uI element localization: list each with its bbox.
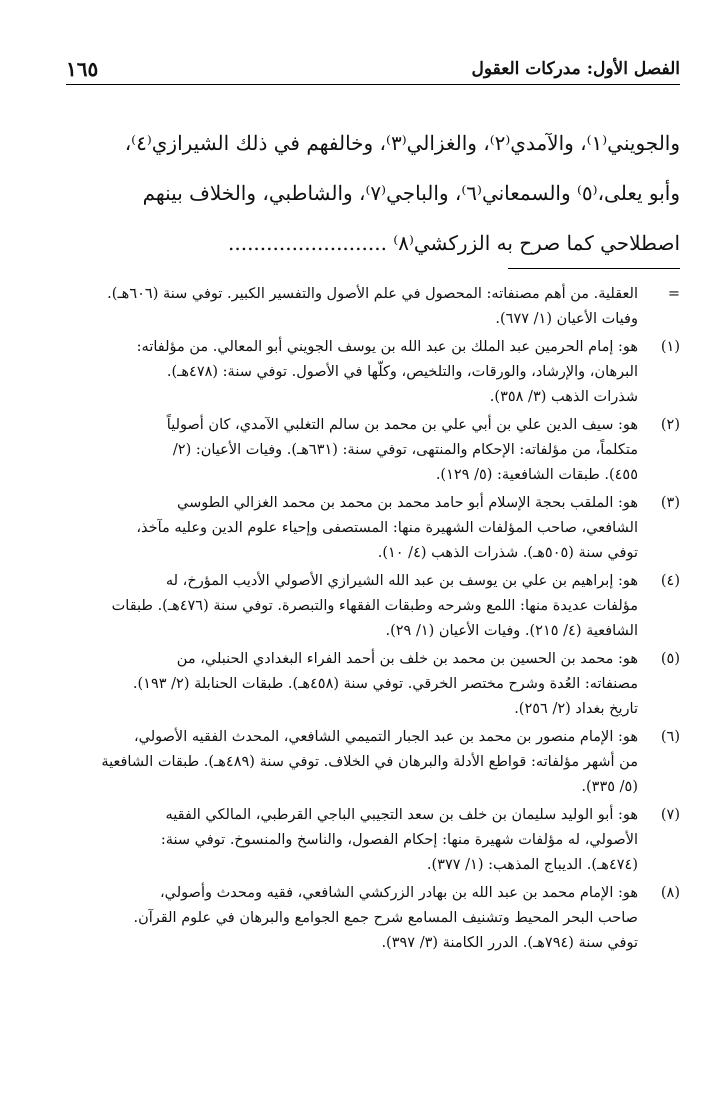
footnote-number: (٦) bbox=[660, 729, 680, 745]
footnote-number: (٣) bbox=[660, 495, 680, 511]
chapter-title: الفصل الأول: مدركات العقول bbox=[471, 59, 680, 79]
footnote-number: (٧) bbox=[660, 807, 680, 823]
footnote bbox=[22, 803, 680, 878]
footnote-text bbox=[22, 491, 638, 566]
footnote bbox=[22, 335, 680, 410]
footnote bbox=[22, 881, 680, 956]
footnote-number: (٥) bbox=[660, 651, 680, 667]
footnote-number: (٤) bbox=[660, 573, 680, 589]
footnote-line: هو: سيف الدين علي بن أبي علي بن محمد بن سالم التغلبي الآمدي، كان أصولياً bbox=[166, 417, 638, 433]
footnote bbox=[22, 647, 680, 722]
footnote-line: الشافعي، صاحب المؤلفات الشهيرة منها: المستصفى وإحياء علوم الدين وعليه مآخذ، bbox=[136, 520, 638, 536]
footnote-line: تاريخ بغداد (٢/ ٢٥٦). bbox=[514, 701, 638, 717]
footnote-line: مصنفاته: العُدة وشرح مختصر الخرقي. توفي سنة (٤٥٨هـ). طبقات الحنابلة (٢/ ١٩٣). bbox=[132, 676, 638, 692]
footnote-line: هو: أبو الوليد سليمان بن خلف بن سعد التجيبي الباجي القرطبي، المالكي الفقيه bbox=[165, 807, 638, 823]
footnote-line: هو: الإمام منصور بن محمد بن عبد الجبار التميمي الشافعي، المحدث الفقيه الأصولي، bbox=[133, 729, 638, 745]
footnote-text bbox=[22, 803, 638, 878]
footnote-line: هو: إمام الحرمين عبد الملك بن عبد الله بن يوسف الجويني أبو المعالي. من مؤلفاته: bbox=[136, 339, 638, 355]
footnote-separator bbox=[508, 268, 680, 269]
body-line: اصطلاحي كما صرح به الزركشي⁽٨⁾ ......................... bbox=[228, 231, 680, 255]
footnote-line: توفي سنة (٧٩٤هـ). الدرر الكامنة (٣/ ٣٩٧). bbox=[381, 935, 638, 951]
footnote-line: وفيات الأعيان (١/ ٦٧٧). bbox=[495, 311, 638, 327]
footnote-line: (٥/ ٣٣٥). bbox=[581, 779, 638, 795]
page-number: ١٦٥ bbox=[66, 57, 99, 81]
footnote-line: ٤٥٥). طبقات الشافعية: (٥/ ١٢٩). bbox=[435, 467, 638, 483]
footnote-line: (٤٧٤هـ). الديباج المذهب: (١/ ٣٧٧). bbox=[426, 857, 638, 873]
footnote-line: شذرات الذهب (٣/ ٣٥٨). bbox=[489, 389, 638, 405]
footnote bbox=[22, 725, 680, 800]
footnote-text bbox=[22, 881, 638, 956]
footnote-text bbox=[22, 282, 638, 332]
body-line: والجويني⁽١⁾، والآمدي⁽٢⁾، والغزالي⁽٣⁾، وخالفهم في ذلك الشيرازي⁽٤⁾، bbox=[124, 131, 680, 155]
footnote-line: الأصولي، له مؤلفات شهيرة منها: إحكام الفصول، والناسخ والمنسوخ. توفي سنة: bbox=[160, 832, 638, 848]
footnote-number: = bbox=[667, 286, 680, 302]
footnote-text bbox=[22, 569, 638, 644]
footnote bbox=[22, 491, 680, 566]
footnote bbox=[22, 569, 680, 644]
footnotes bbox=[22, 282, 680, 959]
main-text bbox=[54, 118, 680, 268]
footnote-line: هو: محمد بن الحسين بن محمد بن خلف بن أحمد الفراء البغدادي الحنبلي، من bbox=[176, 651, 638, 667]
footnote-text bbox=[22, 413, 638, 488]
footnote-number: (٢) bbox=[660, 417, 680, 433]
running-header bbox=[66, 58, 680, 85]
footnote-number: (١) bbox=[660, 339, 680, 355]
footnote-line: الشافعية (٤/ ٢١٥). وفيات الأعيان (١/ ٢٩). bbox=[385, 623, 638, 639]
footnote-line: هو: الإمام محمد بن عبد الله بن بهادر الزركشي الشافعي، فقيه ومحدث وأصولي، bbox=[159, 885, 638, 901]
footnote-line: مؤلفات عديدة منها: اللمع وشرحه وطبقات الفقهاء والتبصرة. توفي سنة (٤٧٦هـ). طبقات bbox=[111, 598, 638, 614]
footnote-line: صاحب البحر المحيط وتشنيف المسامع شرح جمع الجوامع والبرهان في علوم القرآن. bbox=[133, 910, 638, 926]
footnote-line: متكلماً، من مؤلفاته: الإحكام والمنتهى، توفي سنة: (٦٣١هـ). وفيات الأعيان: (٢/ bbox=[172, 442, 638, 458]
body-line: وأبو يعلى،⁽٥⁾ والسمعاني⁽٦⁾، والباجي⁽٧⁾، والشاطبي، والخلاف بينهم bbox=[142, 181, 680, 205]
footnote-line: توفي سنة (٥٠٥هـ). شذرات الذهب (٤/ ١٠). bbox=[377, 545, 638, 561]
footnote-number: (٨) bbox=[660, 885, 680, 901]
footnote-line: هو: الملقب بحجة الإسلام أبو حامد محمد بن محمد بن محمد الغزالي الطوسي bbox=[176, 495, 638, 511]
footnote bbox=[22, 413, 680, 488]
footnote-text bbox=[22, 335, 638, 410]
footnote-line: العقلية. من أهم مصنفاته: المحصول في علم الأصول والتفسير الكبير. توفي سنة (٦٠٦هـ). bbox=[107, 286, 638, 302]
footnote-line: البرهان، والإرشاد، والورقات، والتلخيص، وكلّها في الأصول. توفي سنة: (٤٧٨هـ). bbox=[166, 364, 638, 380]
footnote-text bbox=[22, 725, 638, 800]
footnote bbox=[22, 282, 680, 332]
footnote-line: هو: إبراهيم بن علي بن يوسف بن عبد الله الشيرازي الأصولي الأديب المؤرخ، له bbox=[165, 573, 638, 589]
footnote-text bbox=[22, 647, 638, 722]
footnote-line: من أشهر مؤلفاته: قواطع الأدلة والبرهان في الخلاف. توفي سنة (٤٨٩هـ). طبقات الشافعية bbox=[101, 754, 638, 770]
